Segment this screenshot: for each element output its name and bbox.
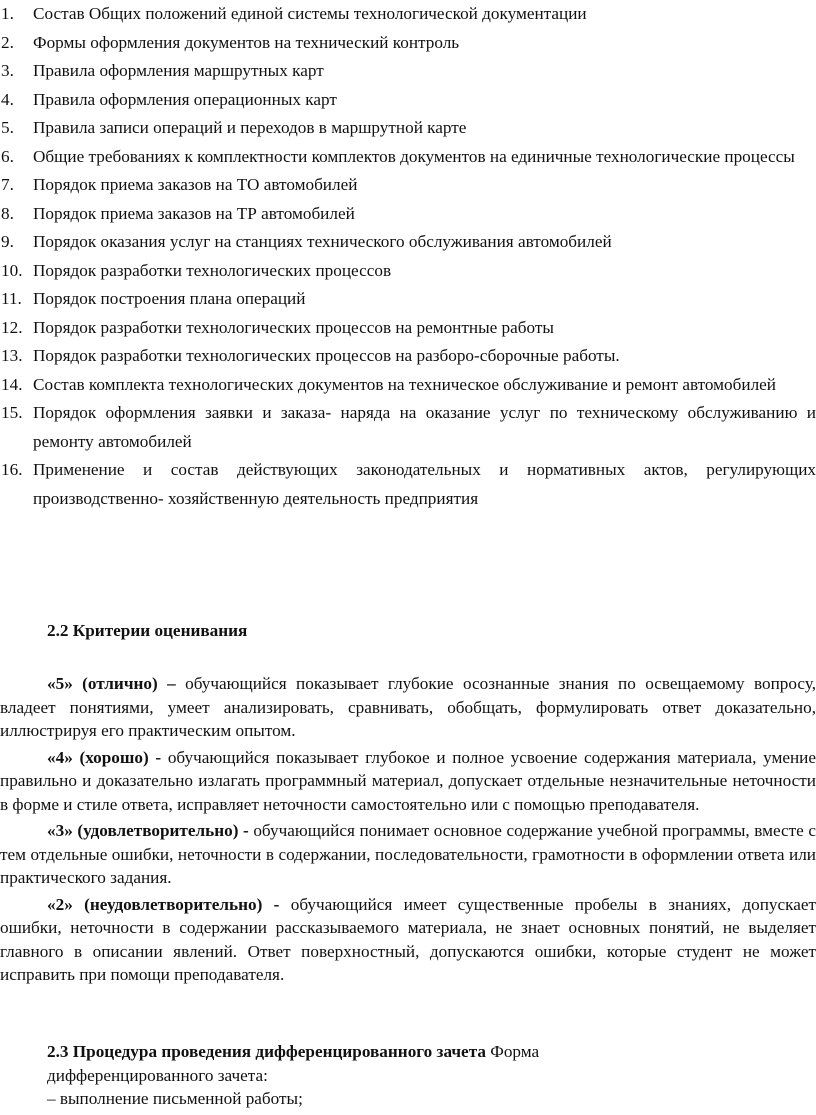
list-item-number: 1. bbox=[1, 4, 14, 23]
list-item bbox=[0, 114, 816, 143]
list-item-number: 10. bbox=[1, 260, 23, 280]
procedure-line-1 bbox=[47, 1040, 807, 1064]
list-item-text: Порядок разработки технологических процессов bbox=[33, 260, 392, 280]
procedure-heading: 2.3 Процедура проведения дифференцированного зачета bbox=[47, 1042, 486, 1061]
list-item-text: Правила оформления операционных карт bbox=[33, 89, 337, 109]
list-item-text: Состав комплекта технологических документов на техническое обслуживание и ремонт автомобилей bbox=[33, 374, 776, 394]
list-item-number: 13. bbox=[1, 346, 23, 365]
list-item-number: 16. bbox=[1, 460, 23, 479]
criteria-paragraph bbox=[0, 746, 816, 817]
list-item-text: Порядок оформления заявки и заказа- наряда на оказание услуг по техническому обслуживанию и ремонту автомобилей bbox=[33, 403, 816, 451]
list-item-text: Порядок приема заказов на ТР автомобилей bbox=[33, 203, 355, 223]
list-item-text: Общие требованиях к комплектности комплектов документов на единичные технологические процессы bbox=[33, 146, 795, 166]
grade-description: обучающийся имеет существенные пробелы в знаниях, допускает ошибки, неточности в содержании рассказываемого материала, не знает основных понятий, не выделяет главного в описании явлений. Ответ поверхностный, допускаются ошибки, которые студент не может исправить при помощи преподавателя. bbox=[0, 894, 816, 984]
list-item bbox=[0, 399, 816, 456]
list-item bbox=[0, 0, 816, 29]
grade-label: «2» (неудовлетворительно) - bbox=[47, 894, 280, 914]
list-item-number: 7. bbox=[1, 175, 14, 194]
list-item bbox=[0, 257, 816, 286]
list-item bbox=[0, 342, 816, 371]
list-item-number: 14. bbox=[1, 374, 23, 394]
list-item bbox=[0, 371, 816, 400]
list-item bbox=[0, 314, 816, 343]
list-item-number: 5. bbox=[1, 118, 14, 137]
question-list bbox=[0, 0, 816, 513]
grade-description: обучающийся показывает глубокое и полное усвоение содержания материала, умение правильно и доказательно излагать программный материал, допускает отдельные незначительные неточности в форме и стиле ответа, исправляет неточности самостоятельно или с помощью преподавателя. bbox=[0, 747, 816, 814]
list-item-text: Применение и состав действующих законодательных и нормативных актов, регулирующих производственно- хозяйственную деятельность предприятия bbox=[33, 460, 816, 508]
list-item-number: 4. bbox=[1, 89, 14, 109]
criteria-heading: 2.2 Критерии оценивания bbox=[47, 621, 248, 640]
list-item-text: Порядок разработки технологических процессов на ремонтные работы bbox=[33, 317, 554, 337]
procedure-item: – выполнение письменной работы; bbox=[47, 1089, 303, 1108]
list-item-text: Правила оформления маршрутных карт bbox=[33, 61, 324, 80]
criteria-section bbox=[0, 672, 816, 990]
list-item bbox=[0, 29, 816, 58]
list-item-text: Порядок разработки технологических процессов на разборо-сборочные работы. bbox=[33, 346, 620, 365]
list-item-number: 9. bbox=[1, 232, 14, 251]
grade-description: обучающийся понимает основное содержание учебной программы, вместе с тем отдельные ошибки, неточности в содержании, последовательности, грамотности в оформлении ответа или практического задания. bbox=[0, 821, 816, 887]
list-item bbox=[0, 228, 816, 257]
procedure-text-1: Форма bbox=[485, 1042, 540, 1061]
list-item-text: Формы оформления документов на технический контроль bbox=[33, 32, 460, 52]
grade-label: «5» (отлично) – bbox=[47, 674, 176, 693]
list-item bbox=[0, 171, 816, 200]
list-item bbox=[0, 285, 816, 314]
criteria-paragraph bbox=[0, 672, 816, 743]
list-item-number: 6. bbox=[1, 146, 14, 166]
grade-description: обучающийся показывает глубокие осознанные знания по освещаемому вопросу, владеет понятиями, умеет анализировать, сравнивать, обобщать, формулировать ответ доказательно, иллюстрируя его практическим опытом. bbox=[0, 674, 816, 740]
list-item-number: 11. bbox=[1, 289, 22, 308]
list-item-text: Порядок приема заказов на ТО автомобилей bbox=[33, 175, 358, 194]
list-item-number: 8. bbox=[1, 203, 14, 223]
list-item-text: Порядок оказания услуг на станциях технического обслуживания автомобилей bbox=[33, 232, 612, 251]
list-item bbox=[0, 200, 816, 229]
procedure-text-2: дифференцированного зачета: bbox=[47, 1065, 268, 1085]
criteria-paragraph bbox=[0, 819, 816, 890]
list-item-number: 12. bbox=[1, 317, 23, 337]
list-item bbox=[0, 456, 816, 513]
list-item bbox=[0, 57, 816, 86]
list-item-number: 2. bbox=[1, 32, 14, 52]
grade-label: «4» (хорошо) - bbox=[47, 747, 162, 767]
list-item bbox=[0, 86, 816, 115]
list-item-text: Порядок построения плана операций bbox=[33, 289, 306, 308]
criteria-paragraph bbox=[0, 893, 816, 987]
list-item-number: 3. bbox=[1, 61, 14, 80]
procedure-section bbox=[47, 1040, 807, 1111]
list-item-text: Правила записи операций и переходов в маршрутной карте bbox=[33, 118, 467, 137]
grade-label: «3» (удовлетворительно) - bbox=[47, 821, 249, 840]
list-item-number: 15. bbox=[1, 403, 23, 422]
list-item bbox=[0, 143, 816, 172]
list-item-text: Состав Общих положений единой системы технологической документации bbox=[33, 4, 587, 23]
